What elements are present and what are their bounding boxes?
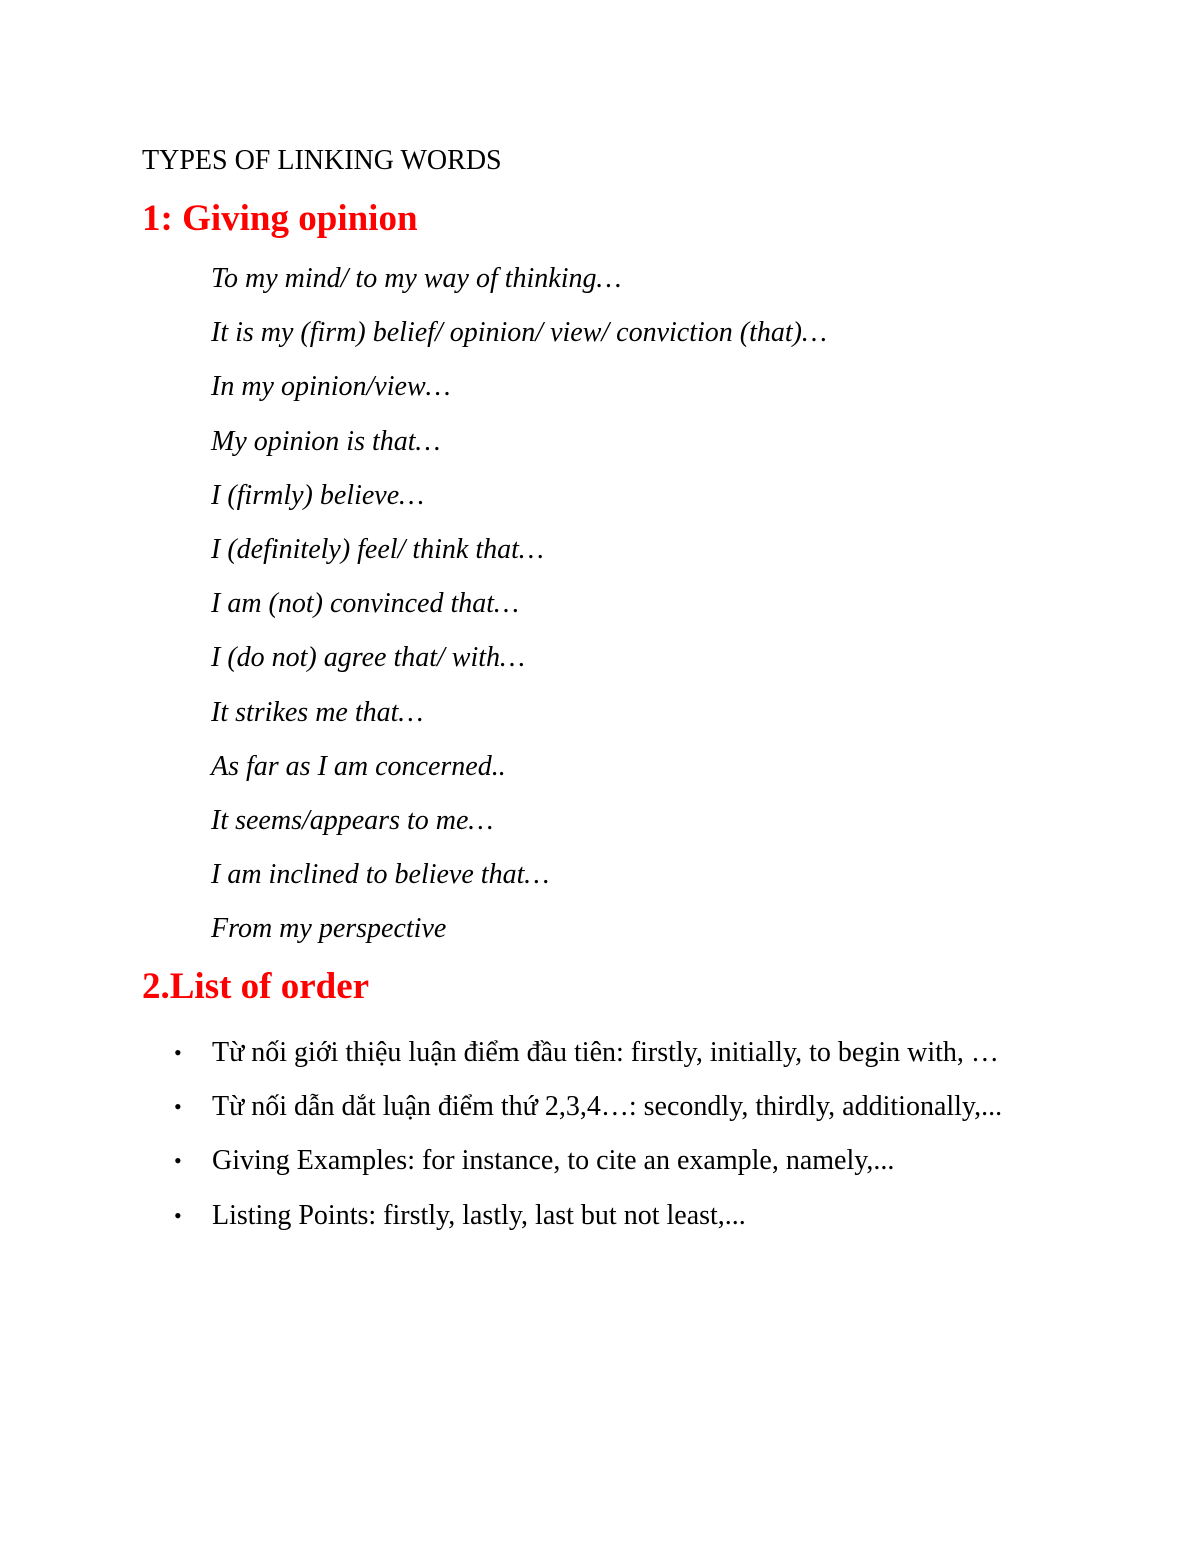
list-item: [172, 1026, 1058, 1080]
bullet-icon: •: [174, 1148, 182, 1174]
list-item: I am (not) convinced that…: [211, 588, 519, 620]
list-item: It strikes me that…: [211, 696, 424, 728]
list-item: [172, 1189, 1058, 1243]
list-item: It seems/appears to me…: [211, 804, 494, 836]
list-item: I (do not) agree that/ with…: [211, 642, 525, 674]
list-item: It is my (firm) belief/ opinion/ view/ conviction (that)…: [211, 317, 827, 349]
list-item: I (firmly) believe…: [211, 479, 425, 511]
list-item: [172, 1134, 1058, 1188]
list-item: [172, 1080, 1058, 1134]
list-item: As far as I am concerned..: [211, 750, 506, 782]
bullet-text: Từ nối giới thiệu luận điểm đầu tiên: firstly, initially, to begin with, …: [212, 1037, 999, 1068]
bullet-text: Giving Examples: for instance, to cite an example, namely,...: [212, 1145, 895, 1177]
bullet-icon: •: [174, 1040, 182, 1065]
opinion-phrase-list: [211, 259, 827, 963]
section-heading-list-of-order: 2.List of order: [142, 966, 370, 1007]
bullet-icon: •: [174, 1094, 182, 1120]
bullet-icon: •: [174, 1202, 182, 1228]
bullet-text: Từ nối dẫn dắt luận điểm thứ 2,3,4…: secondly, thirdly, additionally,...: [212, 1091, 1003, 1123]
order-bullet-list: [172, 1026, 1058, 1243]
section-heading-giving-opinion: 1: Giving opinion: [142, 198, 418, 239]
document-title: TYPES OF LINKING WORDS: [142, 145, 502, 176]
list-item: I am inclined to believe that…: [211, 859, 550, 891]
list-item: To my mind/ to my way of thinking…: [211, 263, 622, 294]
list-item: From my perspective: [211, 913, 447, 945]
list-item: In my opinion/view…: [211, 371, 451, 403]
list-item: I (definitely) feel/ think that…: [211, 533, 544, 565]
list-item: My opinion is that…: [211, 425, 441, 457]
bullet-text: Listing Points: firstly, lastly, last but not least,...: [212, 1199, 746, 1231]
